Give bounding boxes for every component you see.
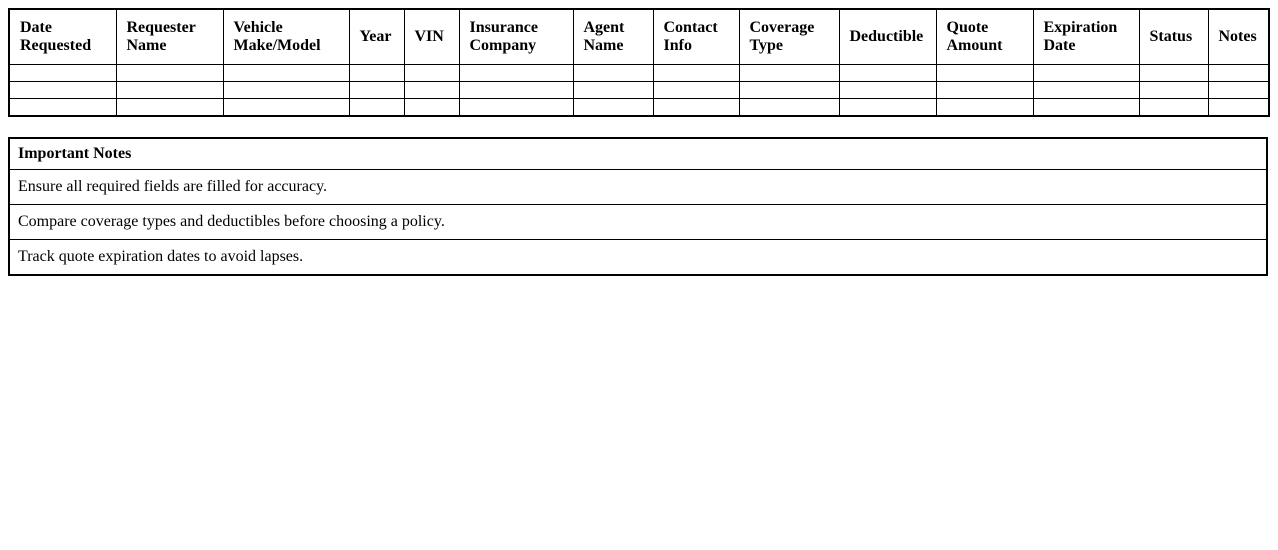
quote-empty-cell	[223, 65, 349, 82]
quote-empty-cell	[1139, 82, 1208, 99]
col-header-vehicle-make-model: Vehicle Make/Model	[223, 9, 349, 65]
quote-empty-cell	[1208, 65, 1269, 82]
quote-empty-cell	[223, 82, 349, 99]
col-header-date-requested: Date Requested	[9, 9, 116, 65]
quote-empty-cell	[1139, 65, 1208, 82]
quote-empty-cell	[653, 99, 739, 117]
quote-empty-cell	[223, 99, 349, 117]
col-header-coverage-type: Coverage Type	[739, 9, 839, 65]
quote-empty-cell	[739, 99, 839, 117]
quote-tracker-header-row	[9, 9, 1269, 65]
col-header-insurance-company: Insurance Company	[459, 9, 573, 65]
col-header-notes: Notes	[1208, 9, 1269, 65]
quote-empty-cell	[739, 82, 839, 99]
quote-empty-cell	[839, 82, 936, 99]
col-header-agent-name: Agent Name	[573, 9, 653, 65]
quote-empty-cell	[1033, 82, 1139, 99]
quote-empty-cell	[404, 82, 459, 99]
col-header-vin: VIN	[404, 9, 459, 65]
quote-empty-cell	[9, 65, 116, 82]
col-header-contact-info: Contact Info	[653, 9, 739, 65]
quote-empty-cell	[459, 65, 573, 82]
col-header-expiration-date: Expiration Date	[1033, 9, 1139, 65]
quote-empty-cell	[653, 65, 739, 82]
quote-empty-row	[9, 82, 1269, 99]
quote-empty-row	[9, 99, 1269, 117]
note-row	[9, 170, 1267, 205]
quote-empty-cell	[839, 99, 936, 117]
col-header-quote-amount: Quote Amount	[936, 9, 1033, 65]
col-header-deductible: Deductible	[839, 9, 936, 65]
important-notes-title-row	[9, 138, 1267, 170]
quote-empty-cell	[573, 82, 653, 99]
col-header-year: Year	[349, 9, 404, 65]
quote-empty-cell	[1033, 65, 1139, 82]
quote-empty-cell	[573, 99, 653, 117]
quote-empty-cell	[936, 82, 1033, 99]
note-text: Ensure all required fields are filled for accuracy.	[9, 170, 1267, 205]
quote-empty-cell	[404, 65, 459, 82]
important-notes-table	[8, 137, 1268, 276]
quote-empty-cell	[1033, 99, 1139, 117]
quote-empty-cell	[936, 99, 1033, 117]
quote-empty-cell	[116, 65, 223, 82]
note-text: Track quote expiration dates to avoid lapses.	[9, 240, 1267, 276]
quote-empty-cell	[9, 99, 116, 117]
quote-empty-cell	[116, 99, 223, 117]
quote-empty-cell	[1139, 99, 1208, 117]
note-row	[9, 205, 1267, 240]
quote-empty-cell	[936, 65, 1033, 82]
quote-empty-cell	[116, 82, 223, 99]
quote-empty-cell	[839, 65, 936, 82]
quote-empty-cell	[459, 99, 573, 117]
quote-empty-cell	[573, 65, 653, 82]
quote-empty-cell	[653, 82, 739, 99]
quote-empty-cell	[459, 82, 573, 99]
note-text: Compare coverage types and deductibles before choosing a policy.	[9, 205, 1267, 240]
important-notes-title: Important Notes	[9, 138, 1267, 170]
quote-empty-cell	[9, 82, 116, 99]
quote-empty-cell	[1208, 99, 1269, 117]
quote-empty-cell	[739, 65, 839, 82]
note-row	[9, 240, 1267, 276]
quote-empty-cell	[349, 65, 404, 82]
col-header-status: Status	[1139, 9, 1208, 65]
quote-empty-cell	[349, 82, 404, 99]
col-header-requester-name: Requester Name	[116, 9, 223, 65]
quote-empty-cell	[404, 99, 459, 117]
quote-empty-row	[9, 65, 1269, 82]
quote-tracker-empty-rows	[9, 65, 1269, 117]
quote-empty-cell	[1208, 82, 1269, 99]
quote-empty-cell	[349, 99, 404, 117]
quote-tracker-table	[8, 8, 1270, 117]
